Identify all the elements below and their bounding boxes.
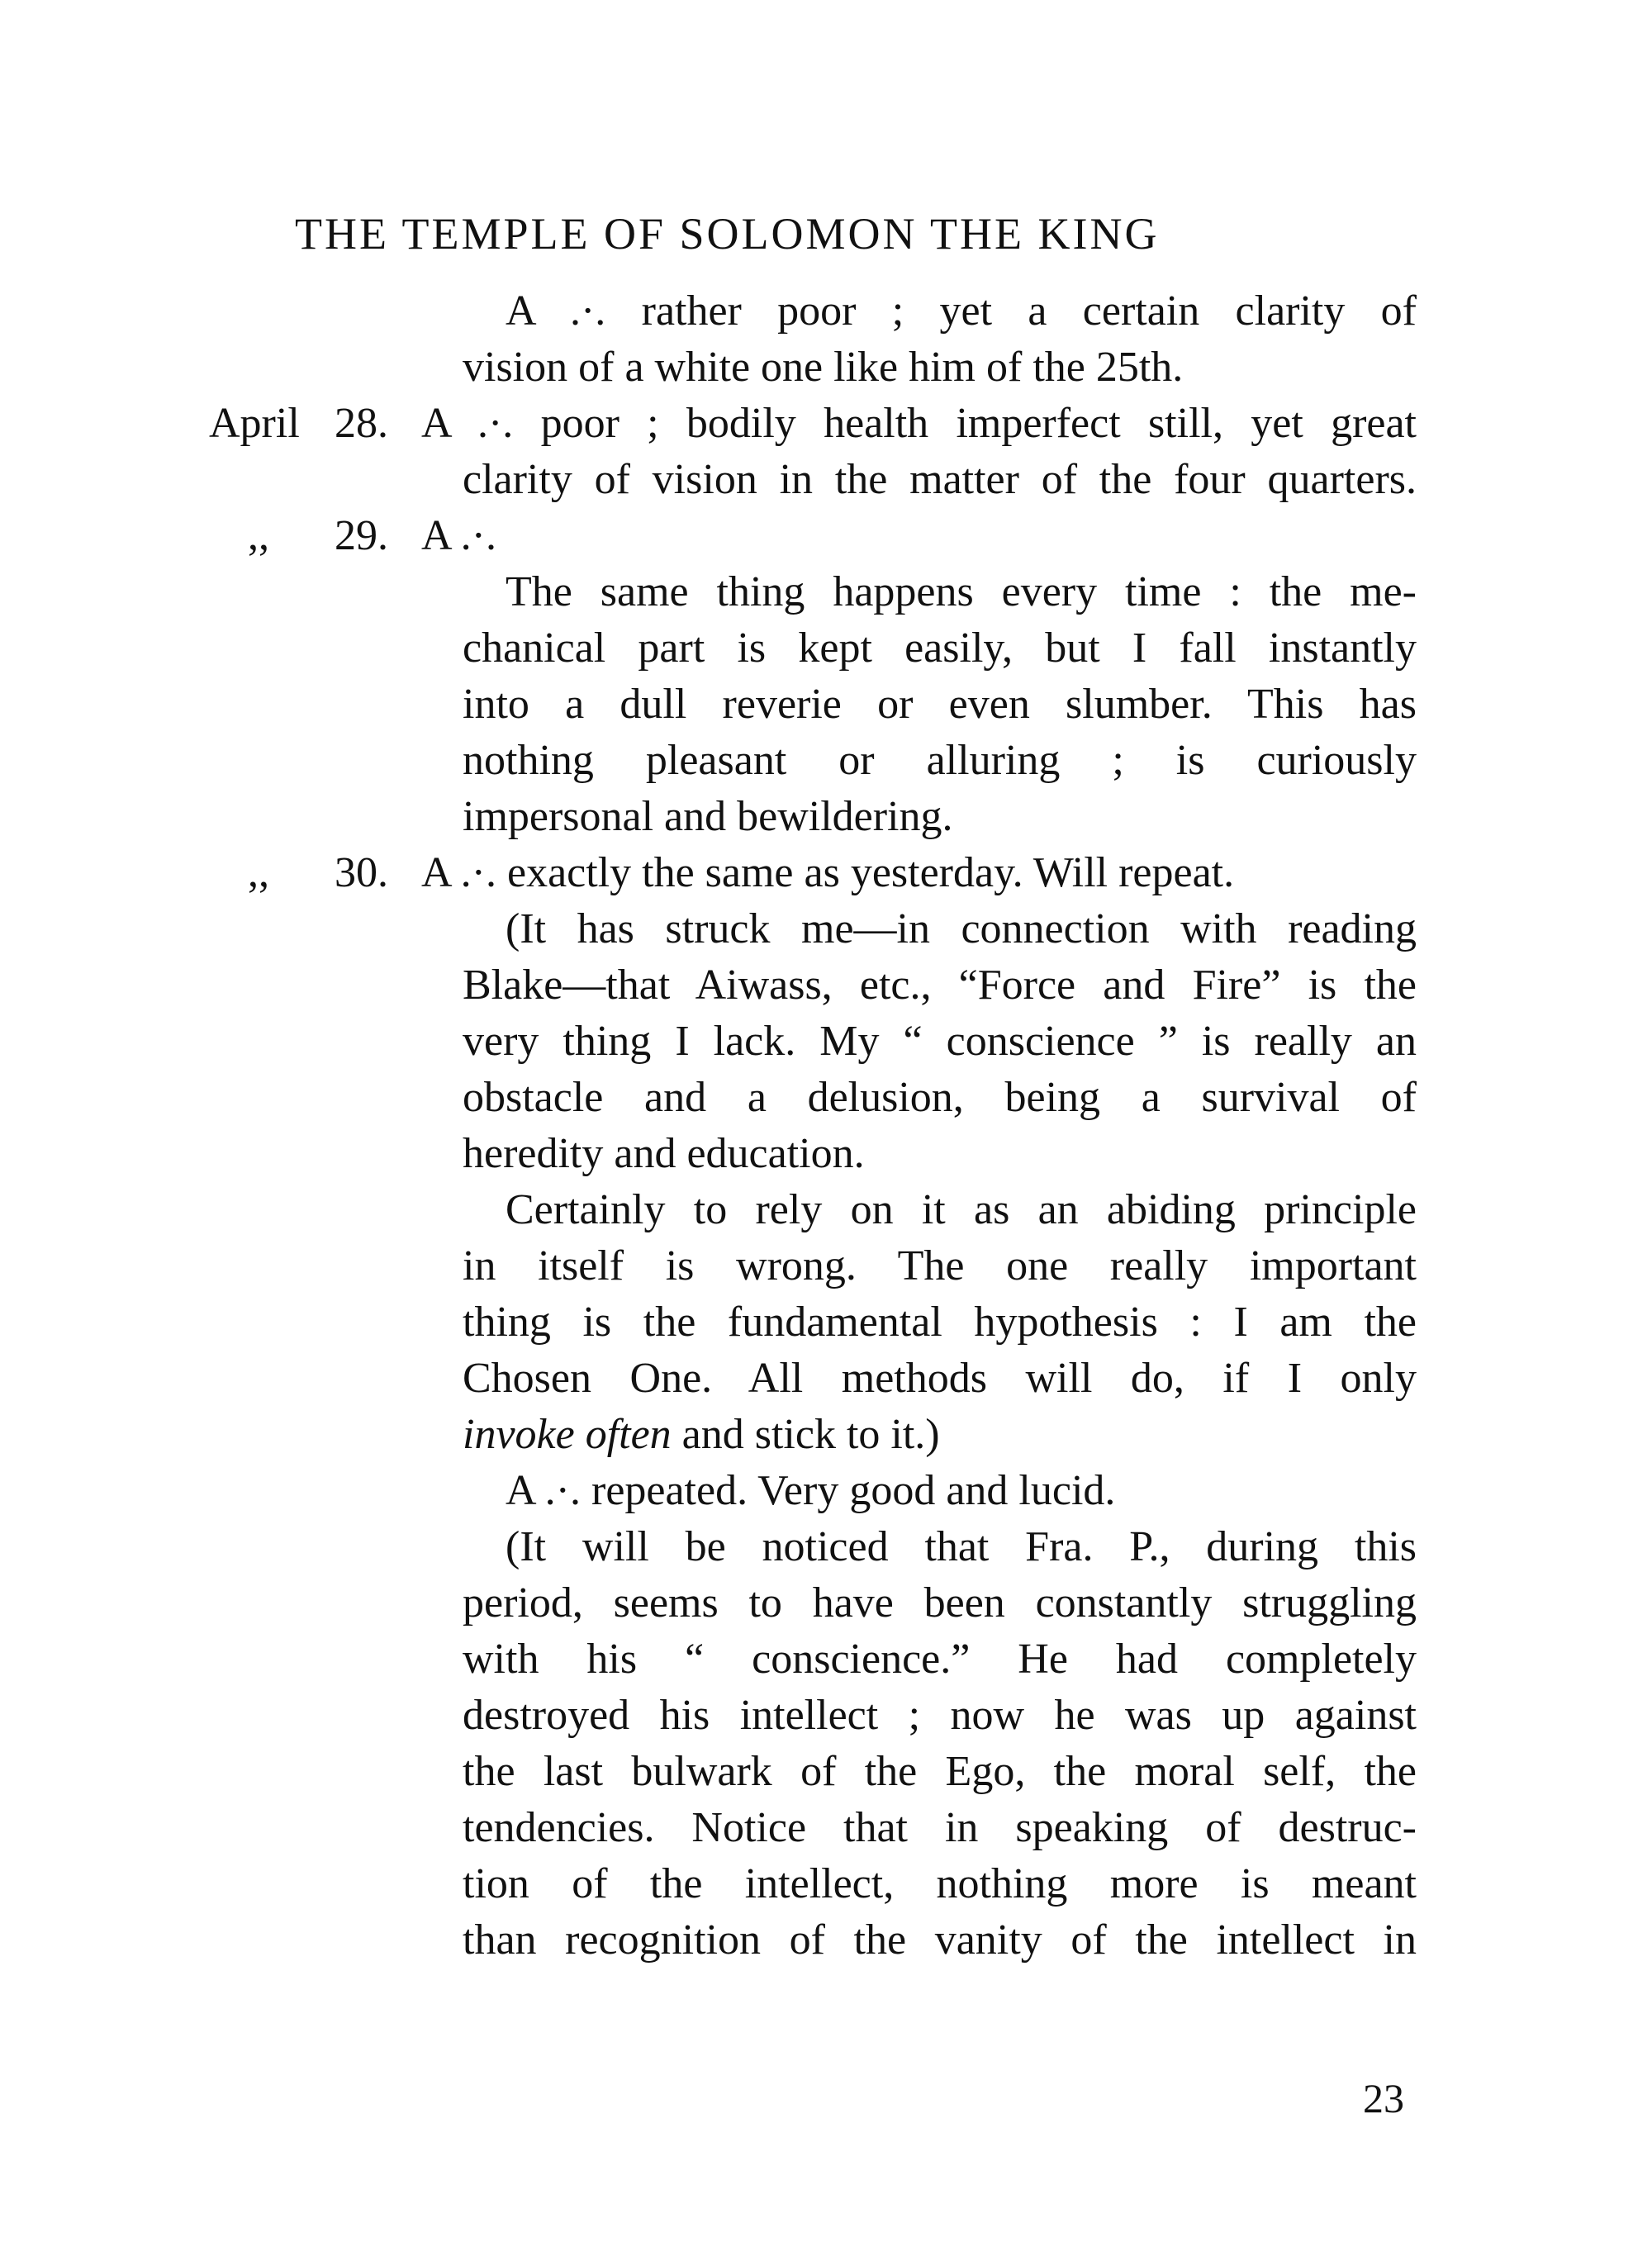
ditto-mark: ,, xyxy=(248,512,269,559)
date-day: 29. xyxy=(335,512,388,559)
text-line: tion of the intellect, nothing more is meant xyxy=(463,1860,1417,1907)
text-line: vision of a white one like him of the 25th. xyxy=(463,344,1184,391)
text-line: tendencies. Notice that in speaking of destruc- xyxy=(463,1804,1417,1851)
date-month: April xyxy=(209,400,300,447)
text-line: impersonal and bewildering. xyxy=(463,793,953,840)
text-line: A .·. rather poor ; yet a certain clarity of xyxy=(506,287,1417,335)
text-line: chanical part is kept easily, but I fall instantly xyxy=(463,624,1417,672)
emphasis-text: invoke often xyxy=(463,1411,672,1458)
ditto-mark: ,, xyxy=(248,849,269,896)
text-line: very thing I lack. My “ conscience ” is really an xyxy=(463,1018,1417,1065)
text-line: in itself is wrong. The one really important xyxy=(463,1242,1417,1289)
text-line: destroyed his intellect ; now he was up against xyxy=(463,1692,1417,1739)
text-line: obstacle and a delusion, being a survival of xyxy=(463,1074,1417,1121)
text-line: (It will be noticed that Fra. P., during this xyxy=(506,1523,1417,1570)
text-line xyxy=(463,1406,940,1464)
text-line: Blake—that Aiwass, etc., “Force and Fire” is the xyxy=(463,962,1417,1009)
text-line: Certainly to rely on it as an abiding principle xyxy=(506,1186,1417,1233)
text-line: heredity and education. xyxy=(463,1130,865,1177)
running-header: THE TEMPLE OF SOLOMON THE KING xyxy=(295,209,1160,259)
text-line: A .·. repeated. Very good and lucid. xyxy=(506,1467,1116,1514)
text-line: clarity of vision in the matter of the four quarters. xyxy=(463,456,1417,503)
text-line: the last bulwark of the Ego, the moral self, the xyxy=(463,1748,1417,1795)
text-line: A .·. xyxy=(421,512,496,559)
page-number: 23 xyxy=(1363,2075,1404,2121)
text-line: A .·. poor ; bodily health imperfect still, yet great xyxy=(421,400,1417,447)
text-fragment: and stick to it.) xyxy=(681,1411,940,1458)
text-line: (It has struck me—in connection with reading xyxy=(506,905,1417,952)
text-line: The same thing happens every time : the me- xyxy=(506,568,1417,615)
text-line: thing is the fundamental hypothesis : I am the xyxy=(463,1299,1417,1346)
text-line: period, seems to have been constantly struggling xyxy=(463,1579,1417,1627)
text-line: A .·. exactly the same as yesterday. Will repeat. xyxy=(421,849,1235,896)
text-line: Chosen One. All methods will do, if I only xyxy=(463,1355,1417,1402)
date-day: 28. xyxy=(335,400,388,447)
text-line: into a dull reverie or even slumber. This has xyxy=(463,681,1417,728)
text-line: nothing pleasant or alluring ; is curiously xyxy=(463,737,1417,784)
date-day: 30. xyxy=(335,849,388,896)
text-line: than recognition of the vanity of the intellect in xyxy=(463,1916,1417,1964)
text-line: with his “ conscience.” He had completely xyxy=(463,1636,1417,1683)
